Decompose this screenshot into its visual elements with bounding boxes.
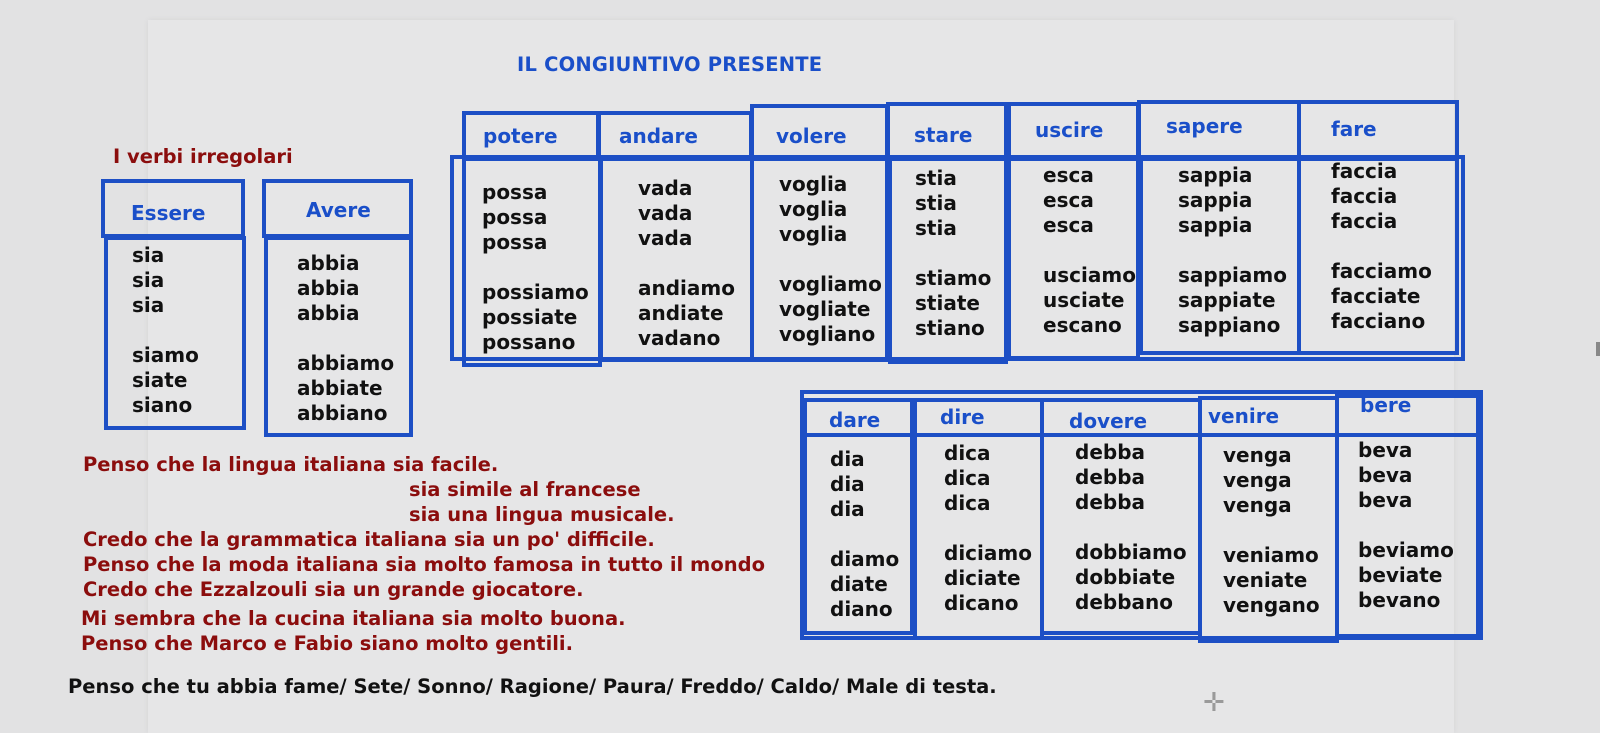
verb-forms-avere [297, 251, 394, 426]
form-gap [1331, 234, 1432, 259]
form: dicano [944, 591, 1019, 615]
form: beva [1358, 438, 1413, 462]
form: possiamo [482, 280, 589, 304]
form: vogliamo [779, 272, 882, 296]
form: dobbiamo [1075, 540, 1187, 564]
form: stiate [915, 291, 980, 315]
verb-forms-dovere [1075, 440, 1187, 615]
form: sappiate [1178, 288, 1276, 312]
form: venga [1223, 468, 1292, 492]
form: vengano [1223, 593, 1320, 617]
form-gap [1358, 513, 1454, 538]
form: possiate [482, 305, 578, 329]
form-gap [1075, 515, 1187, 540]
form-gap [638, 251, 735, 276]
form: dia [830, 447, 865, 471]
verb-forms-fare [1331, 159, 1432, 334]
form: diate [830, 572, 888, 596]
form: siano [132, 393, 193, 417]
form: esca [1043, 213, 1094, 237]
form: sappiano [1178, 313, 1281, 337]
verb-forms-stare [915, 166, 991, 341]
verb-header-volere [750, 104, 889, 161]
form: dica [944, 491, 991, 515]
verb-header-label: dare [829, 408, 881, 432]
form: faccia [1331, 184, 1398, 208]
form-gap [297, 326, 394, 351]
form: stiano [915, 316, 985, 340]
form: facciano [1331, 309, 1426, 333]
example-sentence: Penso che la moda italiana sia molto famosa in tutto il mondo [83, 553, 765, 576]
form: facciamo [1331, 259, 1432, 283]
form-gap [482, 255, 589, 280]
example-sentence: Mi sembra che la cucina italiana sia molto buona. [81, 607, 626, 630]
form: escano [1043, 313, 1122, 337]
form: possano [482, 330, 576, 354]
example-sentence: sia simile al francese [409, 478, 641, 501]
form: diano [830, 597, 893, 621]
form: possa [482, 180, 548, 204]
verb-header-sapere [1137, 100, 1301, 161]
form: esca [1043, 188, 1094, 212]
form: debba [1075, 490, 1146, 514]
form-gap [1223, 518, 1320, 543]
form: veniamo [1223, 543, 1319, 567]
bottom-sentence: Penso che tu abbia fame/ Sete/ Sonno/ Ragione/ Paura/ Freddo/ Caldo/ Male di testa. [68, 675, 997, 698]
form: dobbiate [1075, 565, 1176, 589]
verb-forms-dare [830, 447, 899, 622]
verb-header-label: bere [1360, 393, 1412, 417]
verb-header-label: Essere [131, 201, 206, 225]
form-gap [830, 522, 899, 547]
form: sappia [1178, 188, 1253, 212]
form: possa [482, 205, 548, 229]
form: diamo [830, 547, 900, 571]
verb-forms-andare [638, 176, 735, 351]
form: sia [132, 268, 165, 292]
form-gap [779, 247, 882, 272]
form: abbiamo [297, 351, 395, 375]
form: facciate [1331, 284, 1421, 308]
form: vogliate [779, 297, 871, 321]
verb-header-stare [886, 102, 1008, 161]
form: dia [830, 472, 865, 496]
form: debbano [1075, 590, 1173, 614]
form-gap [1043, 238, 1136, 263]
verb-header-potere [462, 111, 600, 161]
verb-forms-essere [132, 243, 199, 418]
page-title: IL CONGIUNTIVO PRESENTE [517, 53, 823, 76]
form: voglia [779, 222, 848, 246]
form: stiamo [915, 266, 992, 290]
verb-header-label: dovere [1069, 409, 1148, 433]
form: stia [915, 166, 957, 190]
example-sentence: Credo che Ezzalzouli sia un grande giocatore. [83, 578, 584, 601]
form: abbia [297, 276, 360, 300]
form: venga [1223, 493, 1292, 517]
example-sentence: sia una lingua musicale. [409, 503, 675, 526]
form-gap [1178, 238, 1287, 263]
verb-header-uscire [1007, 102, 1140, 161]
form: sappia [1178, 213, 1253, 237]
verb-header-bere [1335, 394, 1480, 437]
verb-header-label: sapere [1166, 114, 1243, 138]
verb-forms-bere [1358, 438, 1454, 613]
verb-header-label: uscire [1035, 118, 1104, 142]
move-cursor-icon: ✛ [1203, 688, 1225, 718]
form: voglia [779, 197, 848, 221]
form: usciate [1043, 288, 1125, 312]
verb-header-fare [1297, 100, 1459, 161]
example-sentence: Penso che la lingua italiana sia facile. [83, 453, 499, 476]
form: stia [915, 191, 957, 215]
irregular-verbs-heading: I verbi irregolari [113, 145, 293, 168]
form: faccia [1331, 209, 1398, 233]
verb-header-label: Avere [306, 198, 371, 222]
form: beviate [1358, 563, 1443, 587]
form: vada [638, 176, 693, 200]
verb-forms-potere [482, 180, 589, 355]
verb-forms-uscire [1043, 163, 1136, 338]
form: sappiamo [1178, 263, 1287, 287]
verb-forms-venire [1223, 443, 1320, 618]
form: stia [915, 216, 957, 240]
form: abbia [297, 251, 360, 275]
verb-header-label: dire [940, 405, 985, 429]
form: dica [944, 441, 991, 465]
form: andiate [638, 301, 724, 325]
form: sia [132, 243, 165, 267]
form: dia [830, 497, 865, 521]
form: vogliano [779, 322, 876, 346]
form: veniate [1223, 568, 1308, 592]
form: faccia [1331, 159, 1398, 183]
verb-header-label: venire [1208, 404, 1280, 428]
form: usciamo [1043, 263, 1136, 287]
verb-header-label: potere [483, 124, 558, 148]
form: voglia [779, 172, 848, 196]
verb-header-avere [262, 179, 413, 238]
form: beviamo [1358, 538, 1454, 562]
form: esca [1043, 163, 1094, 187]
verb-header-label: andare [619, 124, 698, 148]
verb-header-label: volere [776, 124, 847, 148]
verb-header-label: fare [1331, 117, 1377, 141]
form: abbia [297, 301, 360, 325]
form: debba [1075, 465, 1146, 489]
example-sentence: Credo che la grammatica italiana sia un po' difficile. [83, 528, 655, 551]
form: debba [1075, 440, 1146, 464]
form: bevano [1358, 588, 1441, 612]
form: possa [482, 230, 548, 254]
verb-header-dovere [1040, 398, 1202, 437]
verb-header-dare [803, 398, 914, 437]
form-gap [132, 318, 199, 343]
verb-forms-sapere [1178, 163, 1287, 338]
verb-header-andare [597, 111, 753, 161]
verb-header-venire [1198, 396, 1339, 437]
verb-header-dire [913, 398, 1044, 437]
form: abbiano [297, 401, 388, 425]
form: diciamo [944, 541, 1032, 565]
form: siamo [132, 343, 199, 367]
example-sentence: Penso che Marco e Fabio siano molto gentili. [81, 632, 574, 655]
form: diciate [944, 566, 1021, 590]
verb-forms-volere [779, 172, 882, 347]
scroll-edge-marker[interactable] [1596, 342, 1600, 356]
verb-forms-dire [944, 441, 1032, 616]
form: vada [638, 226, 693, 250]
form: sappia [1178, 163, 1253, 187]
form: dica [944, 466, 991, 490]
form: sia [132, 293, 165, 317]
form: beva [1358, 488, 1413, 512]
form: vada [638, 201, 693, 225]
form: vadano [638, 326, 721, 350]
verb-header-essere [101, 179, 245, 238]
form-gap [915, 241, 991, 266]
form: venga [1223, 443, 1292, 467]
form: beva [1358, 463, 1413, 487]
form-gap [944, 516, 1032, 541]
form: andiamo [638, 276, 735, 300]
form: siate [132, 368, 188, 392]
form: abbiate [297, 376, 383, 400]
verb-header-label: stare [914, 123, 973, 147]
